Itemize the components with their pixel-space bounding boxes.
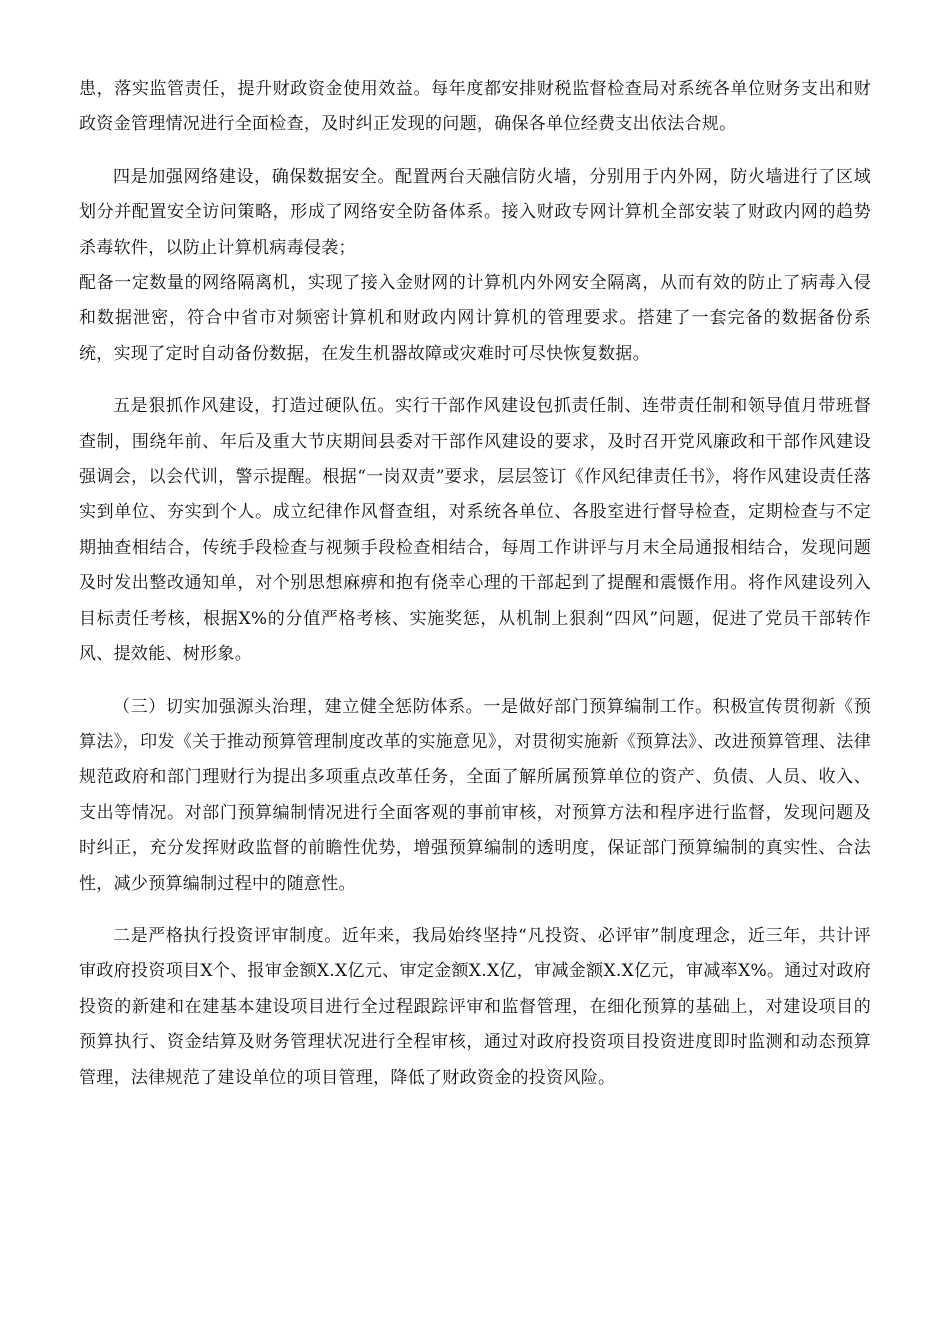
paragraph-continuation: 患，落实监管责任，提升财政资金使用效益。每年度都安排财税监督检查局对系统各单位财务支出和财政资金管理情况进行全面检查，及时纠正发现的问题，确保各单位经费支出依法合规。 [79,79,871,135]
paragraph-investment-review: 二是严格执行投资评审制度。近年来，我局始终坚持“凡投资、必评审”制度理念，近三年，共计评审政府投资项目X个、报审金额X.X亿元、审定金额X.X亿，审减金额X.X亿元，审减率X%。通过对政府投资的新建和在建基本建设项目进行全过程跟踪评审和监督管理，在细化预算的基础上，对建设项目的预算执行、资金结算及财务管理状况进行全程审核，通过对政府投资项目投资进度即时监测和动态预算管理，法律规范了建设单位的项目管理，降低了财政资金的投资风险。 [79,925,871,1088]
document-body [79,72,871,1096]
paragraph-source-governance: （三）切实加强源头治理，建立健全惩防体系。一是做好部门预算编制工作。积极宣传贯彻新《预算法》，印发《关于推动预算管理制度改革的实施意见》，对贯彻实施新《预算法》、改进预算管理、法律规范政府和部门理财行为提出多项重点改革任务，全面了解所属预算单位的资产、负债、人员、收入、支出等情况。对部门预算编制情况进行全面客观的事前审核，对预算方法和程序进行监督，发现问题及时纠正，充分发挥财政监督的前瞻性优势，增强预算编制的透明度，保证部门预算编制的真实性、合法性，减少预算编制过程中的随意性。 [79,696,871,894]
paragraph-network-security: 四是加强网络建设，确保数据安全。配置两台天融信防火墙，分别用于内外网，防火墙进行了区域划分并配置安全访问策略，形成了网络安全防备体系。接入财政专网计算机全部安装了财政内网的趋势杀毒软件，以防止计算机病毒侵袭； [79,166,871,258]
paragraph-network-isolation: 配备一定数量的网络隔离机，实现了接入金财网的计算机内外网安全隔离，从而有效的防止了病毒入侵和数据泄密，符合中省市对频密计算机和财政内网计算机的管理要求。搭建了一套完备的数据备份系统，实现了定时自动备份数据，在发生机器故障或灾难时可尽快恢复数据。 [79,273,871,364]
paragraph-work-style: 五是狠抓作风建设，打造过硬队伍。实行干部作风建设包抓责任制、连带责任制和领导值月带班督查制，围绕年前、年后及重大节庆期间县委对干部作风建设的要求，及时召开党风廉政和干部作风建设强调会，以会代训，警示提醒。根据“一岗双责”要求，层层签订《作风纪律责任书》，将作风建设责任落实到单位、夯实到个人。成立纪律作风督查组，对系统各单位、各股室进行督导检查，定期检查与不定期抽查相结合，传统手段检查与视频手段检查相结合，每周工作讲评与月末全局通报相结合，发现问题及时发出整改通知单，对个别思想麻痹和抱有侥幸心理的干部起到了提醒和震慑作用。将作风建设列入目标责任考核，根据X%的分值严格考核、实施奖惩，从机制上狠刹“四风”问题，促进了党员干部转作风、提效能、树形象。 [79,396,871,665]
